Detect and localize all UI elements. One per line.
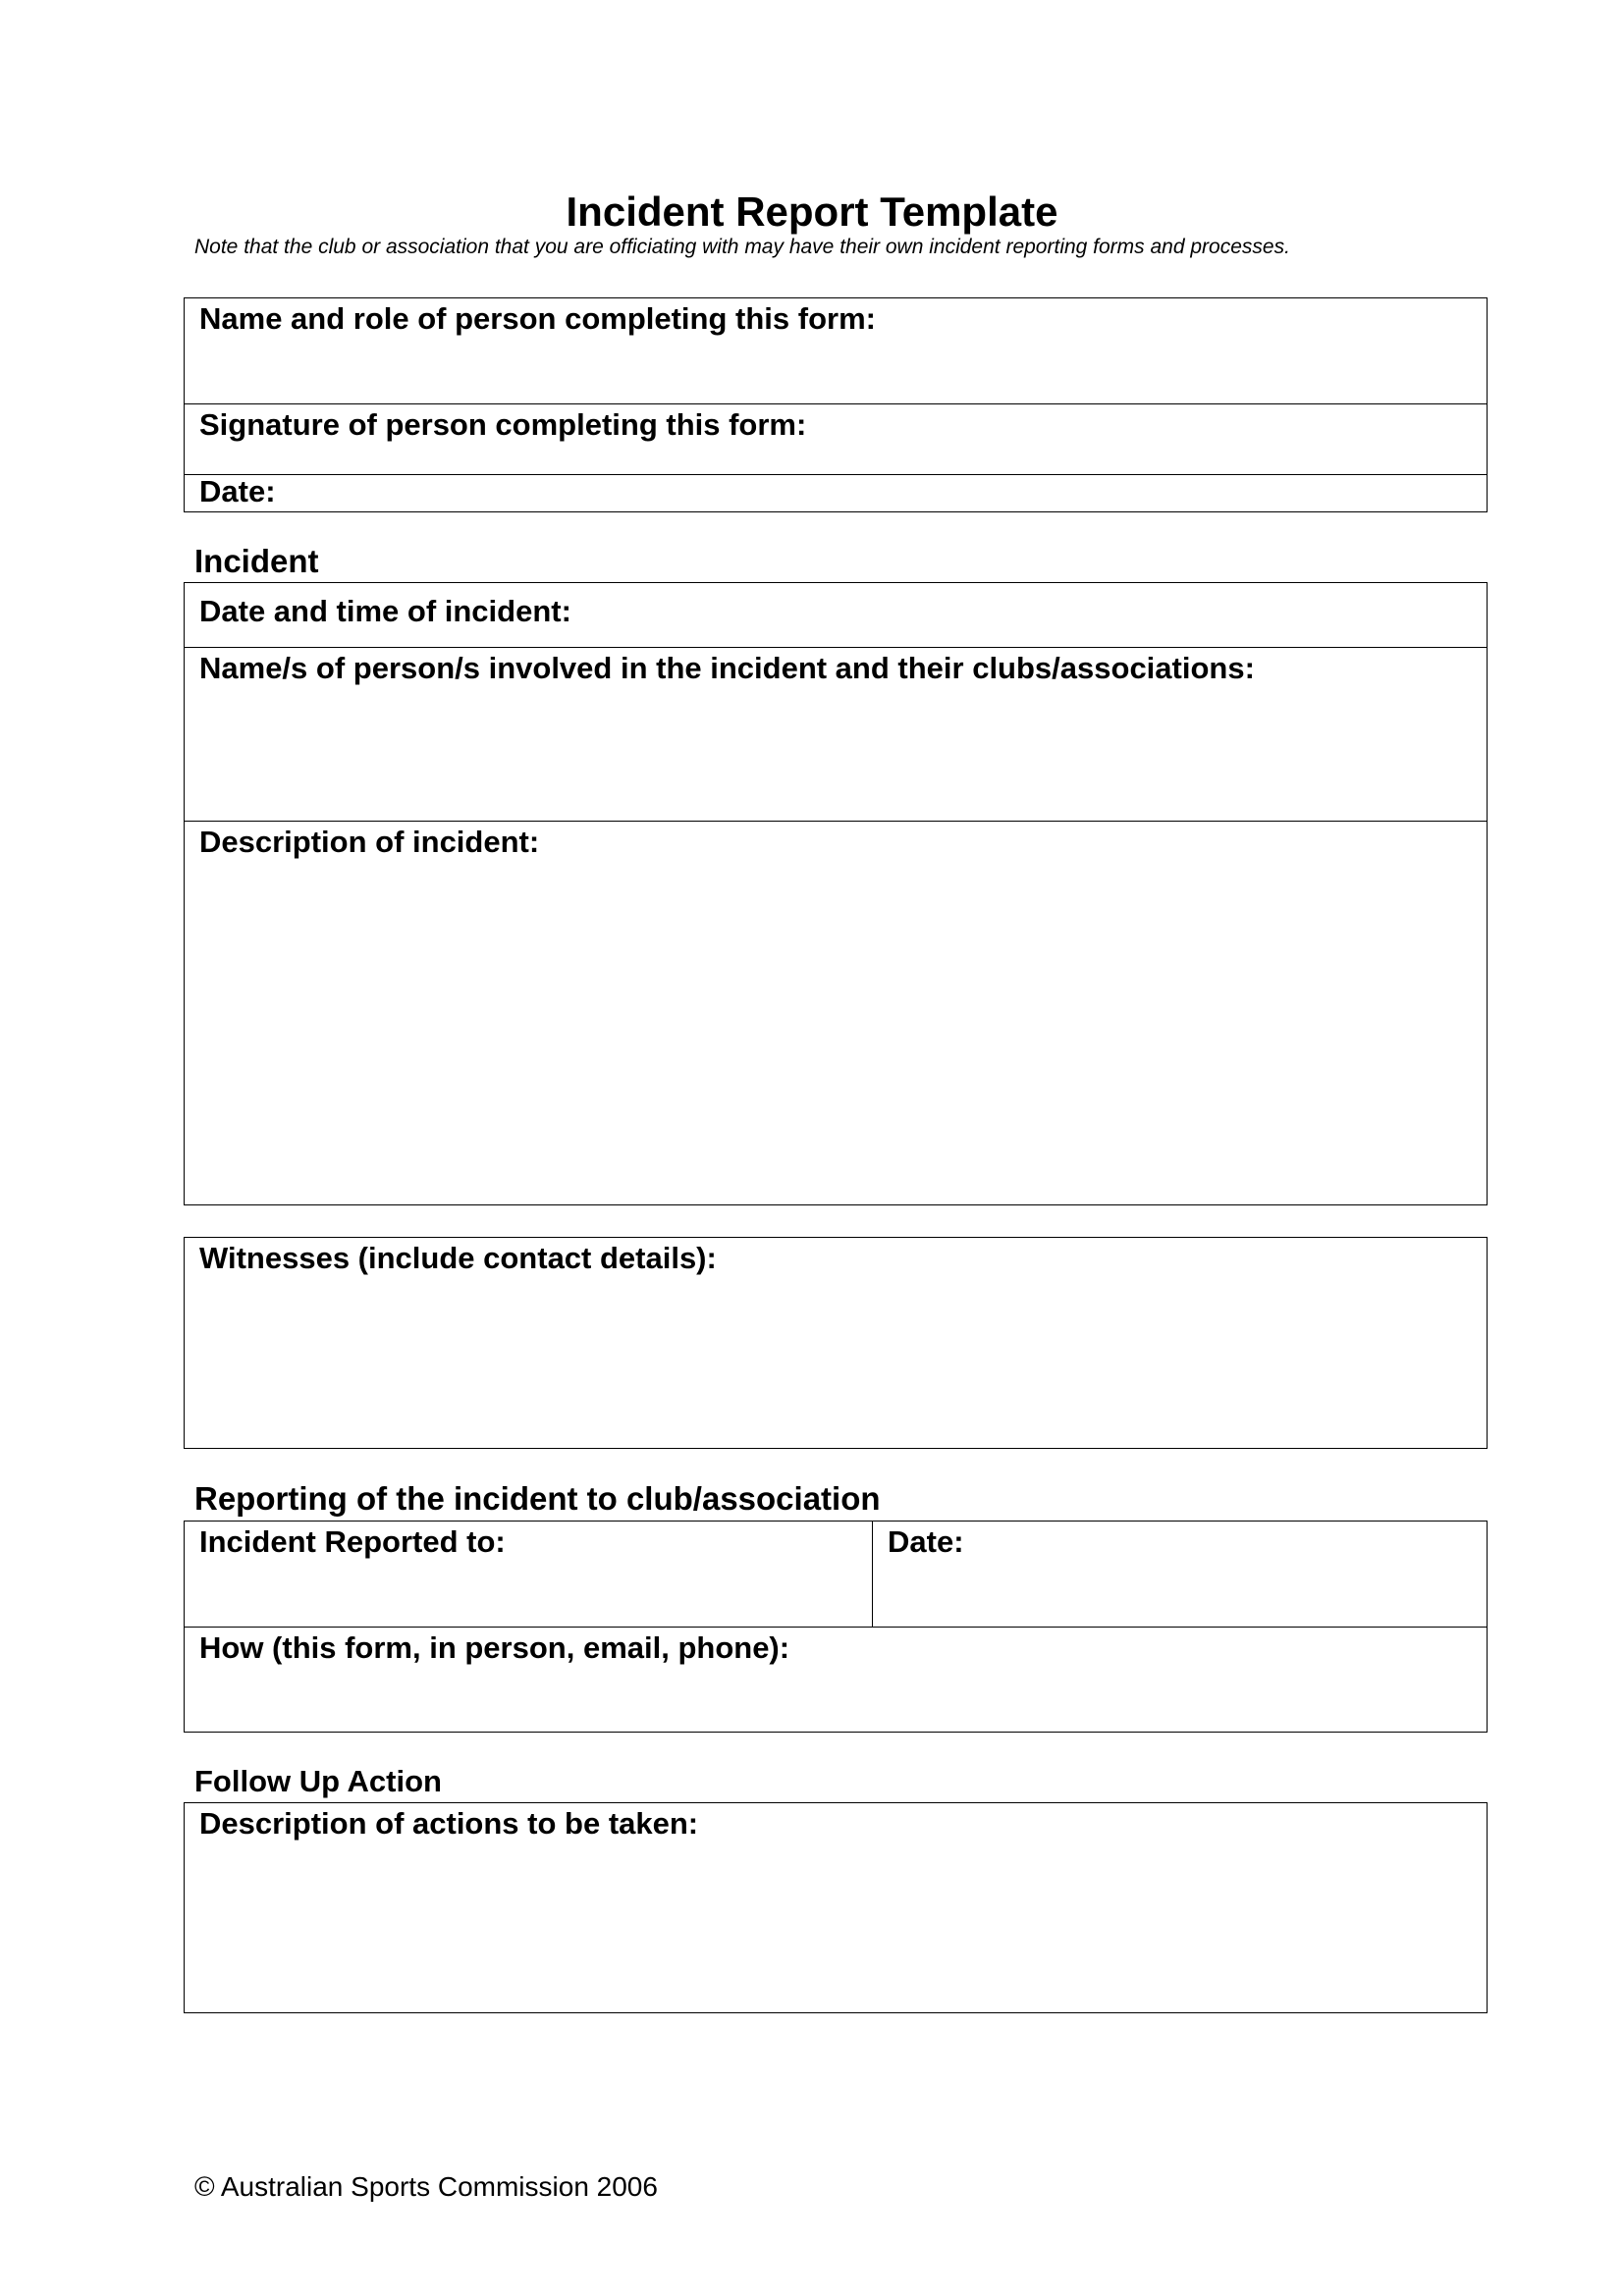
reported-to-label: Incident Reported to:	[199, 1524, 506, 1559]
reporting-date-label: Date:	[888, 1524, 964, 1559]
witnesses-table	[184, 1237, 1488, 1449]
signature-field[interactable]	[185, 404, 1487, 475]
incident-date-time-label: Date and time of incident:	[199, 594, 571, 628]
incident-heading: Incident	[194, 543, 319, 579]
reporting-row	[185, 1522, 1487, 1628]
reporting-table	[184, 1521, 1488, 1733]
reporting-method-field[interactable]	[185, 1628, 1487, 1732]
form-note: Note that the club or association that you are officiating with may have their own incident reporting forms and processes.	[194, 236, 1290, 258]
reporting-heading: Reporting of the incident to club/association	[194, 1480, 881, 1517]
name-role-label: Name and role of person completing this form:	[199, 301, 876, 336]
completion-date-label: Date:	[199, 474, 276, 508]
incident-table	[184, 582, 1488, 1205]
follow-up-actions-field[interactable]	[185, 1803, 1487, 2012]
form-completer-table	[184, 297, 1488, 512]
follow-up-heading: Follow Up Action	[194, 1764, 442, 1798]
page-title: Incident Report Template	[566, 188, 1058, 235]
reporting-date-field[interactable]	[873, 1522, 1487, 1627]
follow-up-table	[184, 1802, 1488, 2013]
name-role-field[interactable]	[185, 298, 1487, 404]
persons-involved-field[interactable]	[185, 648, 1487, 822]
persons-involved-label: Name/s of person/s involved in the incident and their clubs/associations:	[199, 651, 1255, 685]
reporting-method-label: How (this form, in person, email, phone):	[199, 1630, 790, 1665]
follow-up-actions-label: Description of actions to be taken:	[199, 1806, 699, 1841]
signature-label: Signature of person completing this form:	[199, 407, 807, 442]
incident-description-field[interactable]	[185, 822, 1487, 1204]
incident-date-time-field[interactable]	[185, 583, 1487, 648]
completion-date-field[interactable]	[185, 475, 1487, 511]
witnesses-label: Witnesses (include contact details):	[199, 1241, 717, 1275]
reported-to-field[interactable]	[185, 1522, 873, 1627]
witnesses-field[interactable]	[185, 1238, 1487, 1448]
copyright-footer: © Australian Sports Commission 2006	[194, 2171, 658, 2202]
incident-description-label: Description of incident:	[199, 825, 540, 859]
